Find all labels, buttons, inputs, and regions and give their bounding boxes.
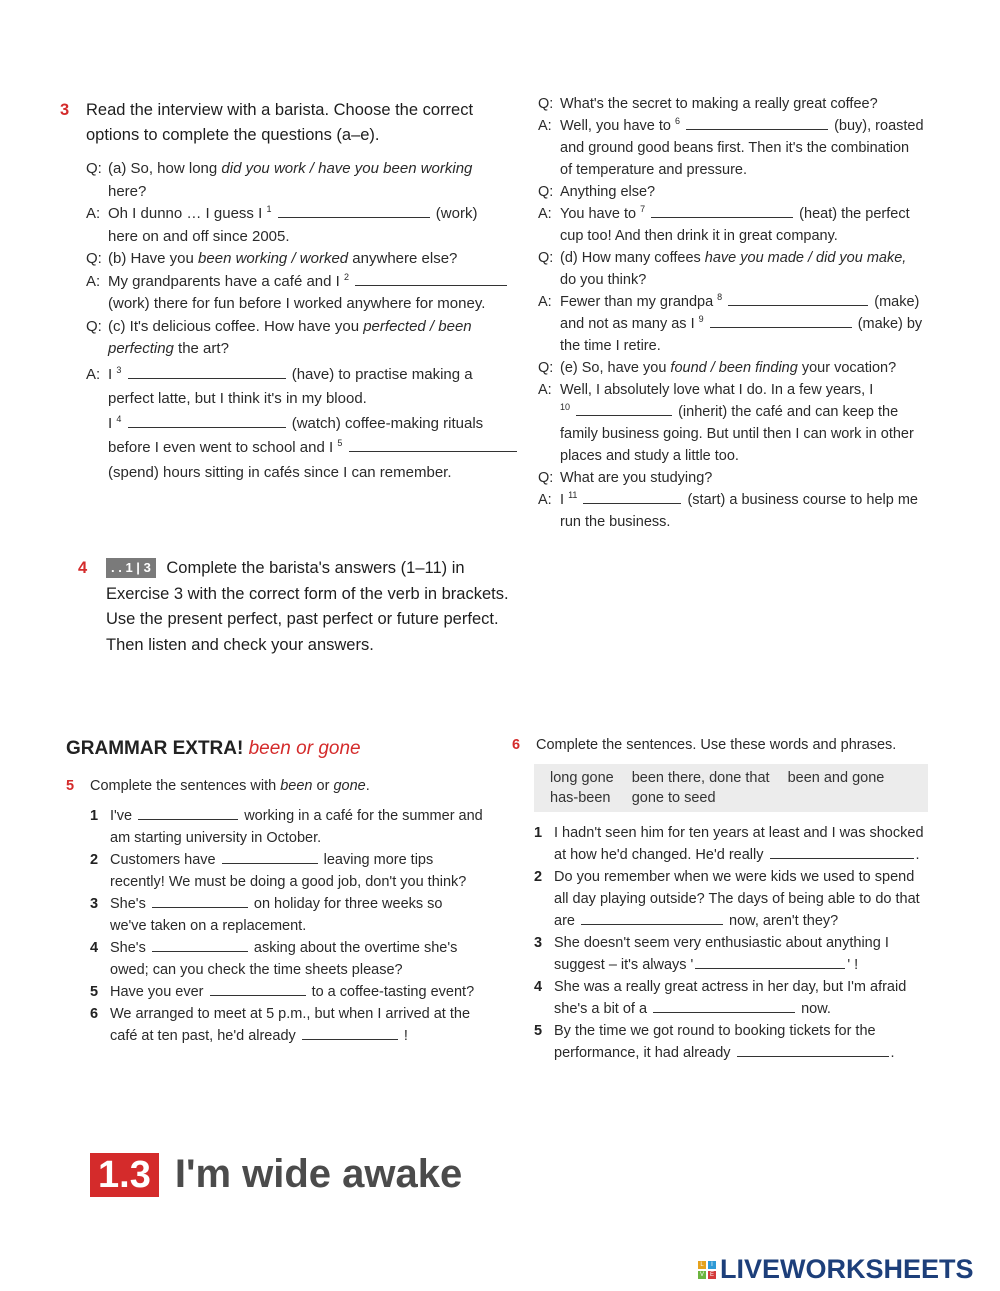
grammar-extra-title: GRAMMAR EXTRA! (66, 738, 244, 759)
question-d: Q: (d) How many coffees have you made / did you make, (538, 250, 907, 266)
ex5-item-4: 4 She's asking about the overtime she's (90, 937, 506, 959)
ex5-blank-5-input[interactable] (210, 985, 306, 999)
word-bank (534, 764, 928, 812)
answer-2: A: My grandparents have a café and I $^2$ (86, 271, 526, 294)
exercise-3-instructions (60, 98, 520, 148)
word-bank-item: long gone (550, 770, 614, 786)
word-bank-item: been there, done that (631, 770, 770, 786)
ex5-blank-4[interactable] (152, 937, 248, 952)
answer-6: A: Well, you have to $^6$ (buy), roasted (538, 116, 924, 134)
question-a: Q: (a) So, how long did you work / have you been working (86, 160, 473, 177)
grammar-extra-heading (66, 738, 361, 760)
exercise-6: 6 Complete the sentences. Use these words and phrases. long gone been there, done that been and gone has-been gone to seed 1 I hadn't seen him for ten years at least and I was shocked at how he'd changed. He'd really . 2 Do you remember when we were kids we used to spend all day playing outside? The days of being able to do that are now, aren't they? 3 She doesn't seem very enthusiastic about anything I suggest – it's always ' ' ! 4 She was a really great actress in her day, but I'm afraid she's a bit of a now. 5 By the time we got round to booking tickets for the performance, it had already . (512, 734, 942, 1064)
audio-track-badge[interactable]: . . 1 | 3 (106, 558, 156, 578)
ex5-blank-4-input[interactable] (152, 941, 248, 955)
ex6-item-4: 4 She was a really great actress in her day, but I'm afraid (534, 979, 907, 995)
exercise-6-instructions: Complete the sentences. Use these words and phrases. (536, 737, 897, 753)
ex5-blank-3[interactable] (152, 893, 248, 908)
exercise-6-number: 6 (512, 737, 521, 753)
ex5-blank-3-input[interactable] (152, 897, 248, 911)
ex6-blank-4[interactable] (653, 998, 795, 1013)
answer-5: before I even went to school and I $^5$ (86, 437, 526, 460)
ex6-blank-2-input[interactable] (581, 914, 723, 928)
exercise-4-number: 4 (78, 559, 88, 577)
answer-8: A: Fewer than my grandpa $^8$ (make) (538, 292, 920, 310)
answer-7: A: You have to $^7$ (heat) the perfect (538, 204, 910, 222)
ex6-blank-1[interactable] (770, 844, 914, 859)
blank-8[interactable] (728, 291, 868, 306)
blank-7[interactable] (651, 203, 793, 218)
question-b: Q: (b) Have you been working / worked anywhere else? (86, 250, 458, 267)
exercise-5-number: 5 (66, 778, 75, 794)
blank-9[interactable] (710, 313, 852, 328)
blank-2-input[interactable] (355, 274, 507, 288)
blank-11[interactable] (583, 489, 681, 504)
ex6-blank-3[interactable] (695, 954, 845, 969)
ex6-blank-4-input[interactable] (653, 1002, 795, 1016)
logo-text: LIVEWORKSHEETS (720, 1254, 974, 1284)
ex5-blank-1[interactable] (138, 805, 238, 820)
blank-5[interactable] (349, 437, 517, 452)
blank-2[interactable] (355, 271, 507, 286)
answer-1: A: Oh I dunno … I guess I $^1$ (work) (86, 204, 478, 222)
ex6-blank-2[interactable] (581, 910, 723, 925)
question-c: Q: (c) It's delicious coffee. How have you perfected / been (86, 317, 472, 335)
interview-right: Q: What's the secret to making a really great coffee? A: Well, you have to $^6$ (buy), roasted and ground good beans first. Then it's the combination of temperature and pressure. Q: Anything else? A: You have to $^7$ (heat) the perfect cup too! And then drink it in great company. Q: (d) How many coffees have you made / did you make, do you think? A: Fewer than my grandpa $^8$ (make) and not as many as I $^9$ (make) by the time I retire. Q: (e) So, have you found / been finding your vocation? A: Well, I absolutely love what I do. In a few years, I $^{10}$ (inherit) the café and can keep the family business going. But until then I can work in other places and study a little too. Q: What are you studying? A: I $^{11}$ (start) a business course to help me run the business. (538, 93, 938, 533)
word-bank-item: has-been (550, 790, 611, 806)
section-number: 1.3 (90, 1153, 159, 1197)
section-header (90, 1152, 462, 1197)
answer-4: I $^4$ (watch) coffee-making rituals (108, 413, 484, 432)
blank-3-input[interactable] (128, 367, 286, 381)
blank-9-input[interactable] (710, 317, 852, 331)
ex6-blank-5-input[interactable] (737, 1046, 889, 1060)
exercise-3-number: 3 (60, 101, 70, 119)
blank-6[interactable] (686, 115, 828, 130)
ex5-item-5: 5 Have you ever to a coffee-tasting event? (90, 981, 506, 1003)
question-e: Q: (e) So, have you found / been finding your vocation? (538, 360, 897, 376)
word-bank-item: gone to seed (631, 790, 716, 806)
answer-3: A: I $^3$ (have) to practise making a (86, 364, 473, 383)
word-bank-item: been and gone (787, 770, 885, 786)
ex5-item-2: 2 Customers have leaving more tips (90, 849, 506, 871)
blank-6-input[interactable] (686, 119, 828, 133)
blank-4-input[interactable] (128, 416, 286, 430)
ex6-item-5: 5 By the time we got round to booking tickets for the (534, 1023, 876, 1039)
answer-9: and not as many as I $^9$ (make) by (560, 314, 923, 332)
ex6-blank-1-input[interactable] (770, 848, 914, 862)
exercise-4: 4 . . 1 | 3 Complete the barista's answers (1–11) in Exercise 3 with the correct form of the verb in brackets. Use the present perfect, past perfect or future perfect. Then listen and check your answers. (78, 556, 578, 658)
blank-11-input[interactable] (583, 493, 681, 507)
ex6-blank-3-input[interactable] (695, 958, 845, 972)
blank-10[interactable] (576, 401, 672, 416)
ex5-blank-5[interactable] (210, 981, 306, 996)
blank-8-input[interactable] (728, 295, 868, 309)
blank-1[interactable] (278, 203, 430, 218)
blank-1-input[interactable] (278, 207, 430, 221)
ex6-item-3: 3 She doesn't seem very enthusiastic about anything I (534, 935, 889, 951)
section-title: I'm wide awake (174, 1152, 463, 1196)
blank-3[interactable] (128, 364, 286, 379)
ex6-item-1: 1 I hadn't seen him for ten years at least and I was shocked (534, 825, 924, 841)
ex5-blank-6[interactable] (302, 1025, 398, 1040)
ex5-item-3: 3 She's on holiday for three weeks so (90, 893, 506, 915)
blank-4[interactable] (128, 413, 286, 428)
ex5-blank-1-input[interactable] (138, 809, 238, 823)
interview-left: Q: (a) So, how long did you work / have you been working here? A: Oh I dunno … I guess I $^1$ (work) here on and off since 2005. Q: (b) Have you been working / worked anywhere else? A: My grandparents have a café and I $^2$ (work) there for fun before I worked anywhere for money. Q: (c) It's delicious coffee. How have you perfected / been perfecting the art? A: I $^3$ (have) to practise making a perfect latte, but I think it's in my blood. I $^4$ (watch) coffee-making rituals before I even went to school and I $^5$ (spend) hours sitting in cafés since I can remember. (86, 158, 526, 484)
logo-cube-icon: L I V E (699, 1261, 714, 1278)
exercise-5: 5 Complete the sentences with been or gone. 1 I've working in a café for the summer and am starting university in October. 2 Customers have leaving more tips recently! We must be doing a good job, don't you think? 3 She's on holiday for three weeks so we've taken on a replacement. 4 She's asking about the overtime she's owed; can you check the time sheets please? 5 Have you ever to a coffee-tasting event? 6 We arranged to meet at 5 p.m., but when I arrived at the café at ten past, he'd already ! (66, 775, 506, 1047)
ex5-blank-2[interactable] (222, 849, 318, 864)
exercise-3-title-line2: options to complete the questions (a–e). (86, 126, 380, 144)
ex6-blank-5[interactable] (737, 1042, 889, 1057)
blank-10-input[interactable] (576, 405, 672, 419)
answer-10: A: Well, I absolutely love what I do. In a few years, I (538, 382, 874, 398)
liveworksheets-logo (698, 1254, 974, 1285)
ex6-item-2: 2 Do you remember when we were kids we used to spend (534, 869, 915, 885)
ex5-blank-6-input[interactable] (302, 1029, 398, 1043)
grammar-extra-subtitle: been or gone (248, 738, 361, 759)
exercise-3-title-line1: Read the interview with a barista. Choose the correct (86, 101, 474, 119)
blank-5-input[interactable] (349, 441, 517, 455)
ex5-item-1: 1 I've working in a café for the summer and (90, 805, 506, 827)
blank-7-input[interactable] (651, 207, 793, 221)
ex5-blank-2-input[interactable] (222, 853, 318, 867)
ex5-item-6: 6 We arranged to meet at 5 p.m., but when I arrived at the (90, 1006, 471, 1022)
answer-11: A: I $^{11}$ (start) a business course to help me (538, 490, 918, 508)
